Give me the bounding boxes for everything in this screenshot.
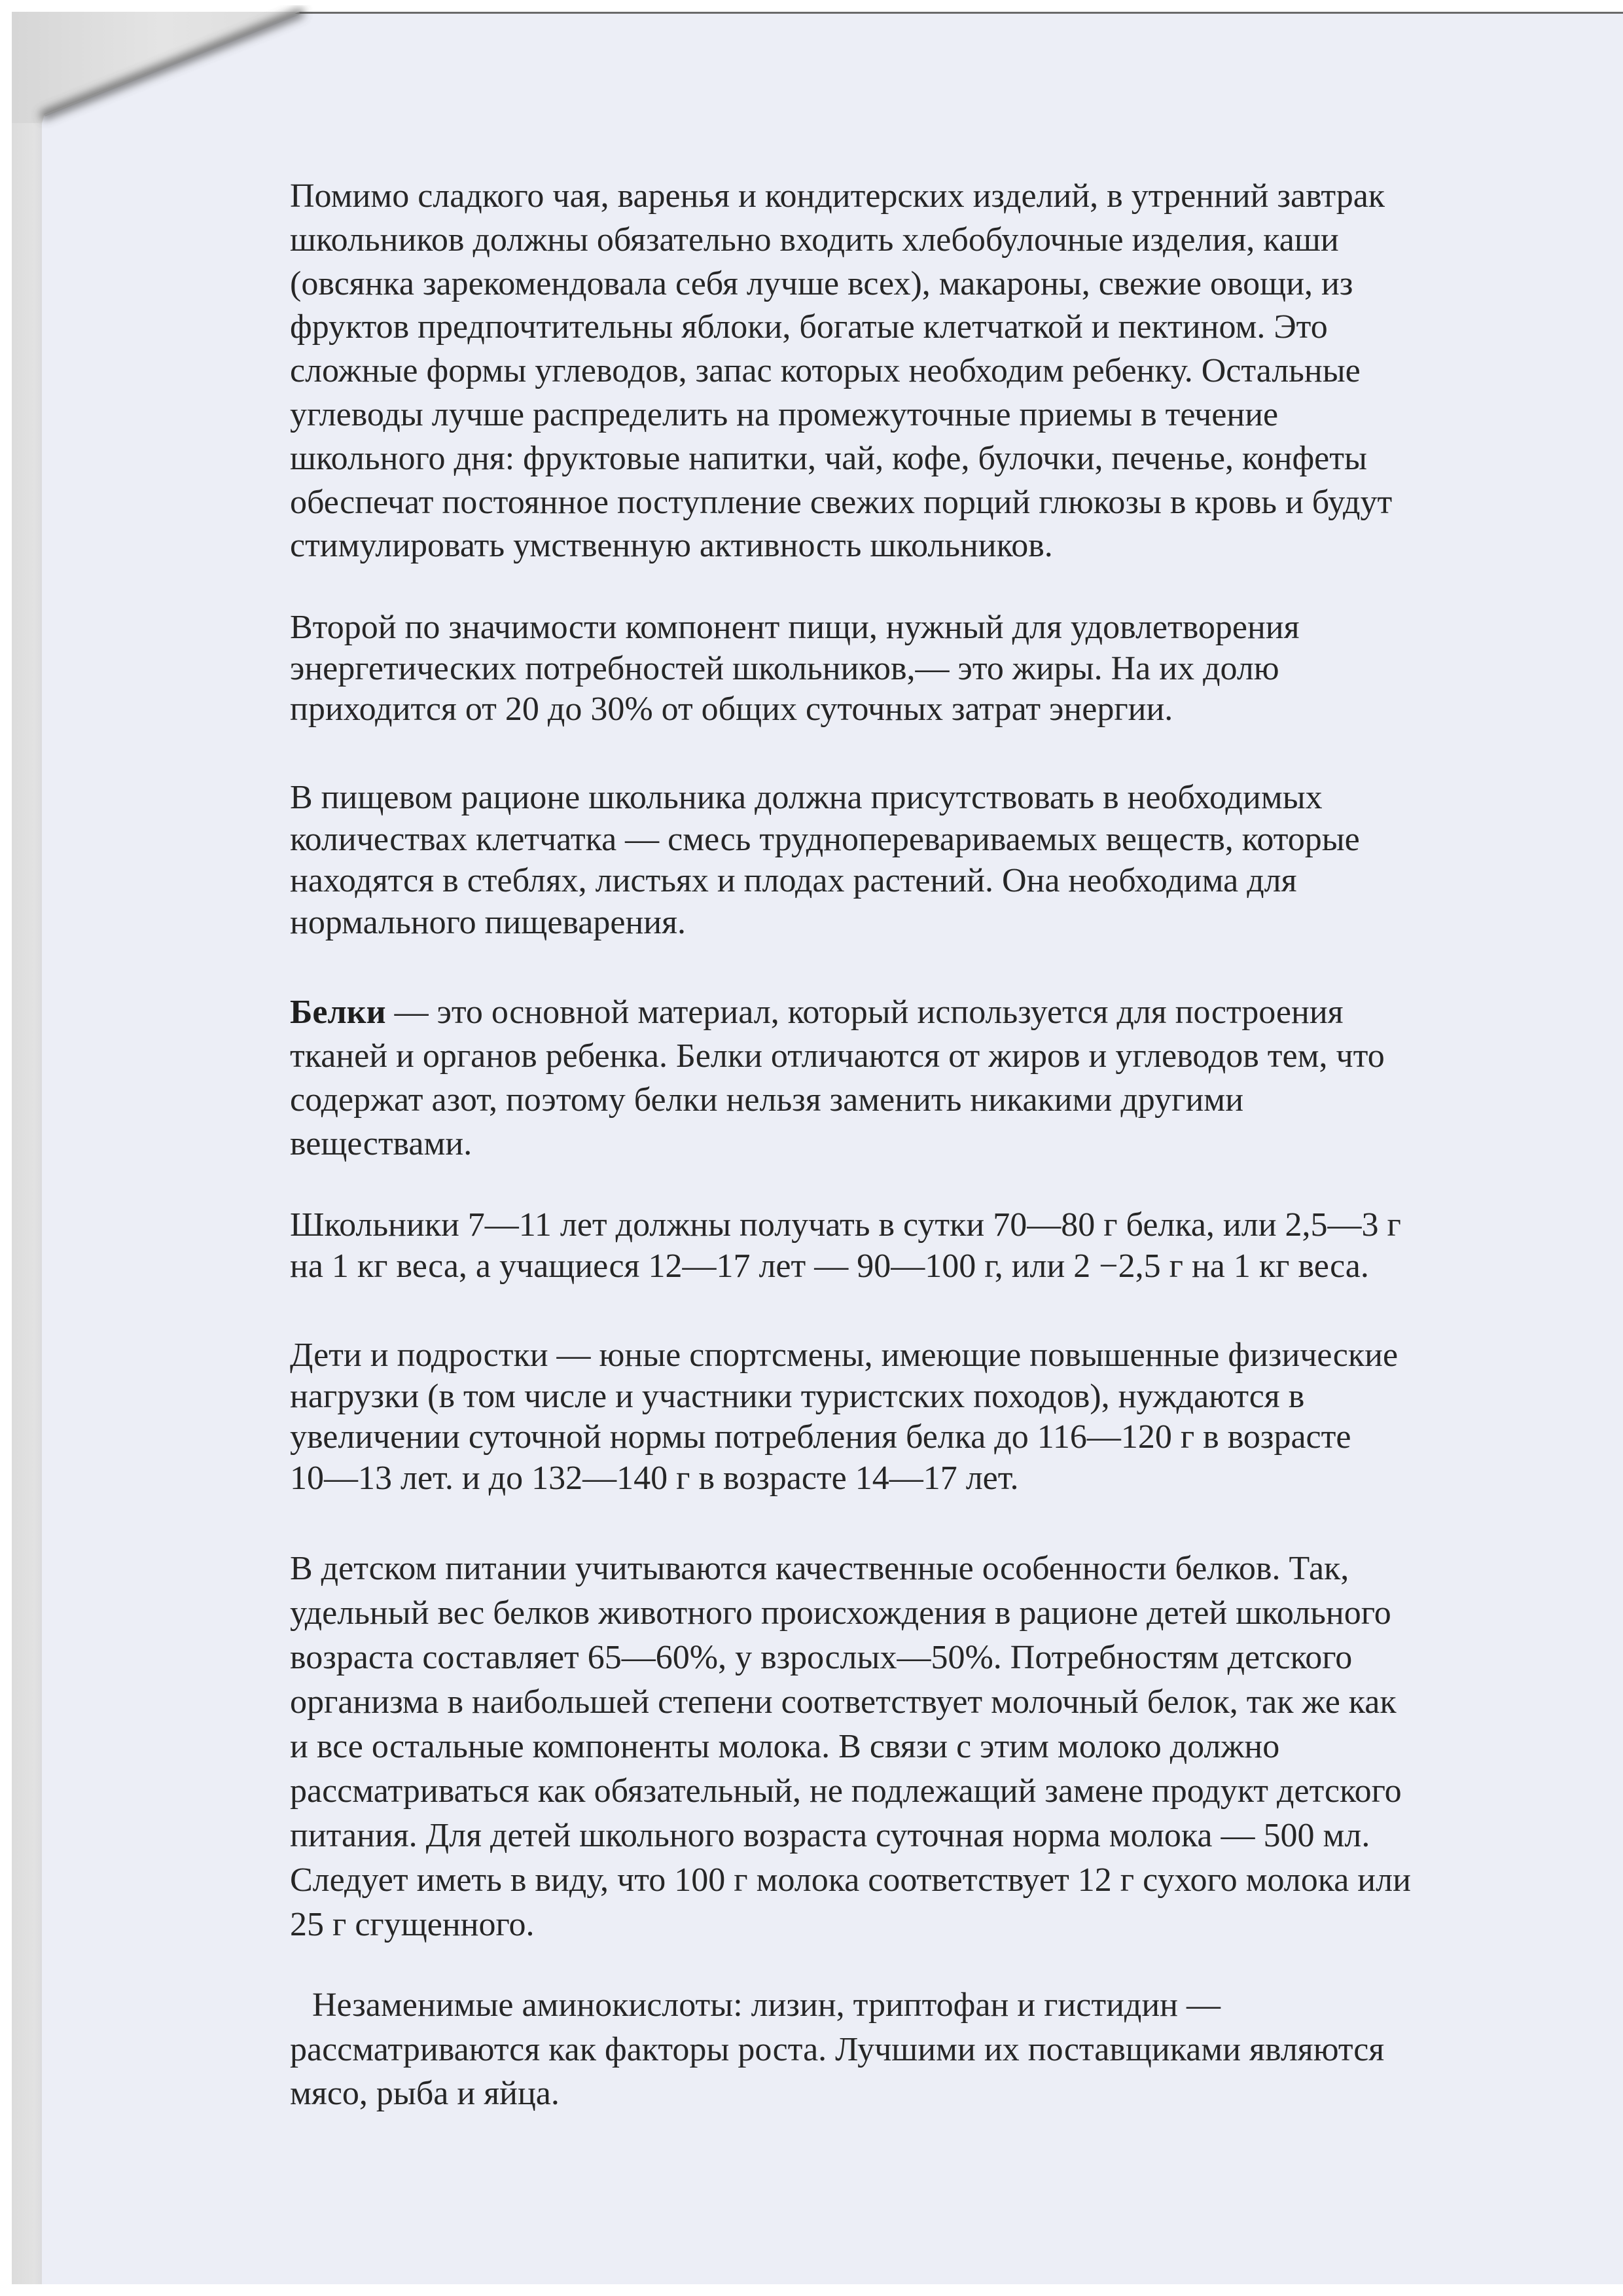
paragraph-breakfast-carbohydrates <box>290 175 1392 568</box>
paragraph-fats <box>290 607 1300 730</box>
text-line: содержат азот, поэтому белки нельзя заменить никакими другими <box>290 1081 1244 1119</box>
text-line: количествах клетчатка — смесь трудноперевариваемых веществ, которые <box>290 820 1360 858</box>
text-line: и все остальные компоненты молока. В связи с этим молоко должно <box>290 1728 1280 1765</box>
paragraph-milk <box>290 1547 1411 1947</box>
text-line: приходится от 20 до 30% от общих суточных затрат энергии. <box>290 691 1173 728</box>
text-line: мясо, рыба и яйца. <box>290 2075 560 2112</box>
text-line: школьного дня: фруктовые напитки, чай, кофе, булочки, печенье, конфеты <box>290 439 1367 477</box>
text-line: стимулировать умственную активность школьников. <box>290 527 1053 565</box>
text-line <box>290 990 1385 1034</box>
paragraph-proteins <box>290 990 1385 1166</box>
text-line: нагрузки (в том числе и участники туристских походов), нуждаются в <box>290 1377 1305 1415</box>
text-line: нормального пищеварения. <box>290 904 687 942</box>
text-line: на 1 кг веса, а учащиеся 12—17 лет — 90—100 г, или 2 −2,5 г на 1 кг веса. <box>290 1247 1369 1285</box>
text-line: тканей и органов ребенка. Белки отличаются от жиров и углеводов тем, что <box>290 1037 1385 1075</box>
paragraph-fiber <box>290 777 1360 944</box>
text-line: В детском питании учитываются качественные особенности белков. Так, <box>290 1550 1349 1587</box>
bottom-margin <box>0 2284 1623 2296</box>
text-line: организма в наибольшей степени соответствует молочный белок, так же как <box>290 1683 1397 1721</box>
text-line: Незаменимые аминокислоты: лизин, триптофан и гистидин — <box>312 1986 1221 2024</box>
text-line: находятся в стеблях, листьях и плодах растений. Она необходима для <box>290 862 1297 900</box>
text-line: 25 г сгущенного. <box>290 1906 535 1943</box>
text-line: Следует иметь в виду, что 100 г молока соответствует 12 г сухого молока или <box>290 1861 1411 1899</box>
text-line: рассматриваться как обязательный, не подлежащий замене продукт детского <box>290 1772 1402 1810</box>
text-line: энергетических потребностей школьников,— это жиры. На их долю <box>290 649 1279 687</box>
text-line: рассматриваются как факторы роста. Лучшими их поставщиками являются <box>290 2030 1385 2068</box>
paragraph-amino-acids <box>290 1983 1384 2116</box>
text-line: сложные формы углеводов, запас которых необходим ребенку. Остальные <box>290 352 1361 390</box>
text-line: увеличении суточной нормы потребления белка до 116—120 г в возрасте <box>290 1418 1351 1456</box>
text-fragment: — это основной материал, который используется для построения <box>385 994 1344 1031</box>
text-line: 10—13 лет. и до 132—140 г в возрасте 14—17 лет. <box>290 1460 1019 1498</box>
text-line: Школьники 7—11 лет должны получать в сутки 70—80 г белка, или 2,5—3 г <box>290 1206 1401 1244</box>
paragraph-athletes <box>290 1335 1398 1499</box>
paragraph-protein-norms <box>290 1204 1401 1287</box>
text-line: школьников должны обязательно входить хлебобулочные изделия, каши <box>290 221 1339 259</box>
text-line: В пищевом рационе школьника должна присутствовать в необходимых <box>290 779 1323 816</box>
text-line: (овсянка зарекомендовала себя лучше всех), макароны, свежие овощи, из <box>290 264 1353 302</box>
text-line: возраста составляет 65—60%, у взрослых—50%. Потребностям детского <box>290 1639 1353 1676</box>
text-line: Помимо сладкого чая, варенья и кондитерских изделий, в утренний завтрак <box>290 177 1385 215</box>
scanner-margin <box>12 12 45 2284</box>
text-line: углеводы лучше распределить на промежуточные приемы в течение <box>290 395 1279 433</box>
text-line: питания. Для детей школьного возраста суточная норма молока — 500 мл. <box>290 1817 1370 1854</box>
text-line: обеспечат постоянное поступление свежих порций глюкозы в кровь и будут <box>290 483 1393 521</box>
text-line: фруктов предпочтительны яблоки, богатые клетчаткой и пектином. Это <box>290 308 1328 346</box>
bold-term: Белки <box>290 994 386 1031</box>
text-line: удельный вес белков животного происхождения в рационе детей школьного <box>290 1594 1391 1632</box>
text-line: Дети и подростки — юные спортсмены, имеющие повышенные физические <box>290 1336 1399 1374</box>
text-line: веществами. <box>290 1125 473 1162</box>
text-line: Второй по значимости компонент пищи, нужный для удовлетворения <box>290 609 1300 646</box>
